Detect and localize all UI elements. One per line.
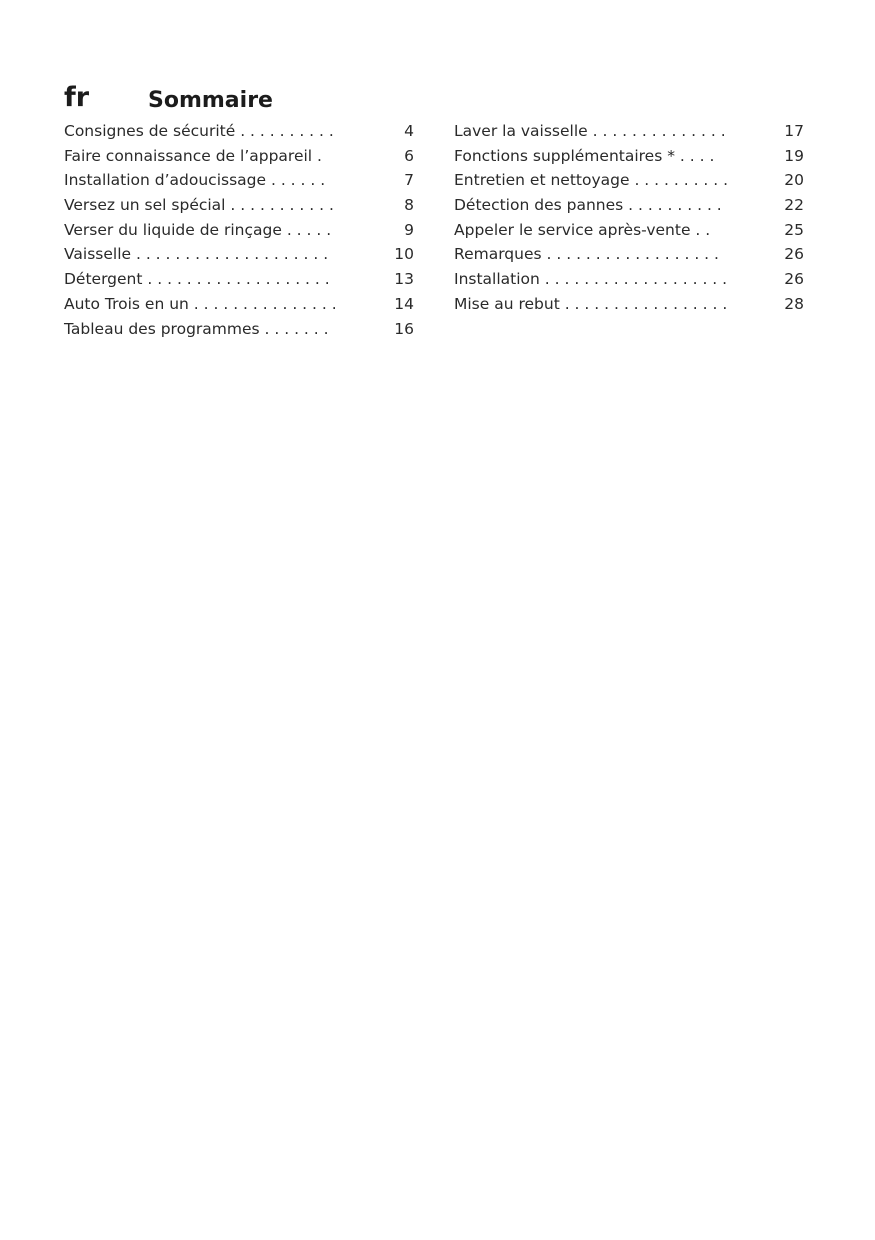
toc-entry-label: Tableau des programmes . . . . . . .: [64, 319, 329, 338]
toc-entry-label: Faire connaissance de l’appareil .: [64, 146, 322, 165]
toc-entry[interactable]: [64, 168, 414, 193]
toc-entry-label: Installation d’adoucissage . . . . . .: [64, 171, 326, 190]
toc-entry-page: 14: [394, 294, 414, 313]
toc-column-right: [454, 119, 804, 317]
toc-entry-label: Auto Trois en un . . . . . . . . . . . . . . .: [64, 294, 337, 313]
toc-entry-label: Verser du liquide de rinçage . . . . .: [64, 220, 332, 239]
toc-entry-page: 7: [404, 171, 414, 190]
toc-entry[interactable]: [454, 218, 804, 243]
toc-entry[interactable]: [454, 193, 804, 218]
toc-entry-page: 8: [404, 196, 414, 215]
toc-entry-label: Détection des pannes . . . . . . . . . .: [454, 196, 722, 215]
toc-entry-label: Détergent . . . . . . . . . . . . . . . . . . .: [64, 270, 330, 289]
toc-entry-page: 6: [404, 146, 414, 165]
toc-entry[interactable]: [454, 168, 804, 193]
toc-entry-page: 28: [784, 294, 804, 313]
toc-entry-page: 22: [784, 196, 804, 215]
toc-entry[interactable]: [454, 144, 804, 169]
page-title: Sommaire: [148, 88, 273, 113]
toc-entry-page: 13: [394, 270, 414, 289]
toc-entry-label: Laver la vaisselle . . . . . . . . . . . . . .: [454, 122, 726, 140]
toc-entry-label: Remarques . . . . . . . . . . . . . . . . . .: [454, 245, 719, 264]
toc-entry-label: Vaisselle . . . . . . . . . . . . . . . . . . . .: [64, 245, 329, 264]
toc-entry-page: 19: [784, 146, 804, 165]
toc-entry-page: 4: [404, 122, 414, 140]
toc-entry[interactable]: [64, 218, 414, 243]
toc-entry[interactable]: [454, 267, 804, 292]
toc-entry-label: Consignes de sécurité . . . . . . . . . .: [64, 122, 334, 140]
toc-entry-page: 10: [394, 245, 414, 264]
toc-column-left: [64, 119, 414, 341]
toc-entry-label: Entretien et nettoyage . . . . . . . . . .: [454, 171, 729, 190]
toc-entry-page: 26: [784, 245, 804, 264]
language-code: fr: [64, 82, 90, 113]
toc-entry-label: Mise au rebut . . . . . . . . . . . . . . . . .: [454, 294, 728, 313]
toc-entry-label: Installation . . . . . . . . . . . . . . . . . . .: [454, 270, 728, 289]
toc-entry-page: 9: [404, 220, 414, 239]
toc-entry[interactable]: [64, 242, 414, 267]
toc-entry-page: 17: [784, 122, 804, 140]
toc-entry[interactable]: [454, 119, 804, 144]
toc-entry[interactable]: [64, 292, 414, 317]
toc-entry-label: Fonctions supplémentaires * . . . .: [454, 146, 715, 165]
toc-entry-label: Appeler le service après-vente . .: [454, 220, 711, 239]
toc-entry[interactable]: [64, 317, 414, 342]
toc-entry[interactable]: [454, 242, 804, 267]
toc-entry-page: 25: [784, 220, 804, 239]
toc-entry[interactable]: [64, 144, 414, 169]
toc-entry[interactable]: [64, 193, 414, 218]
toc-entry-label: Versez un sel spécial . . . . . . . . . . .: [64, 196, 334, 215]
toc-entry[interactable]: [64, 119, 414, 144]
toc-entry-page: 26: [784, 270, 804, 289]
toc-entry-page: 20: [784, 171, 804, 190]
toc-entry[interactable]: [64, 267, 414, 292]
toc-entry-page: 16: [394, 319, 414, 338]
toc-entry[interactable]: [454, 292, 804, 317]
